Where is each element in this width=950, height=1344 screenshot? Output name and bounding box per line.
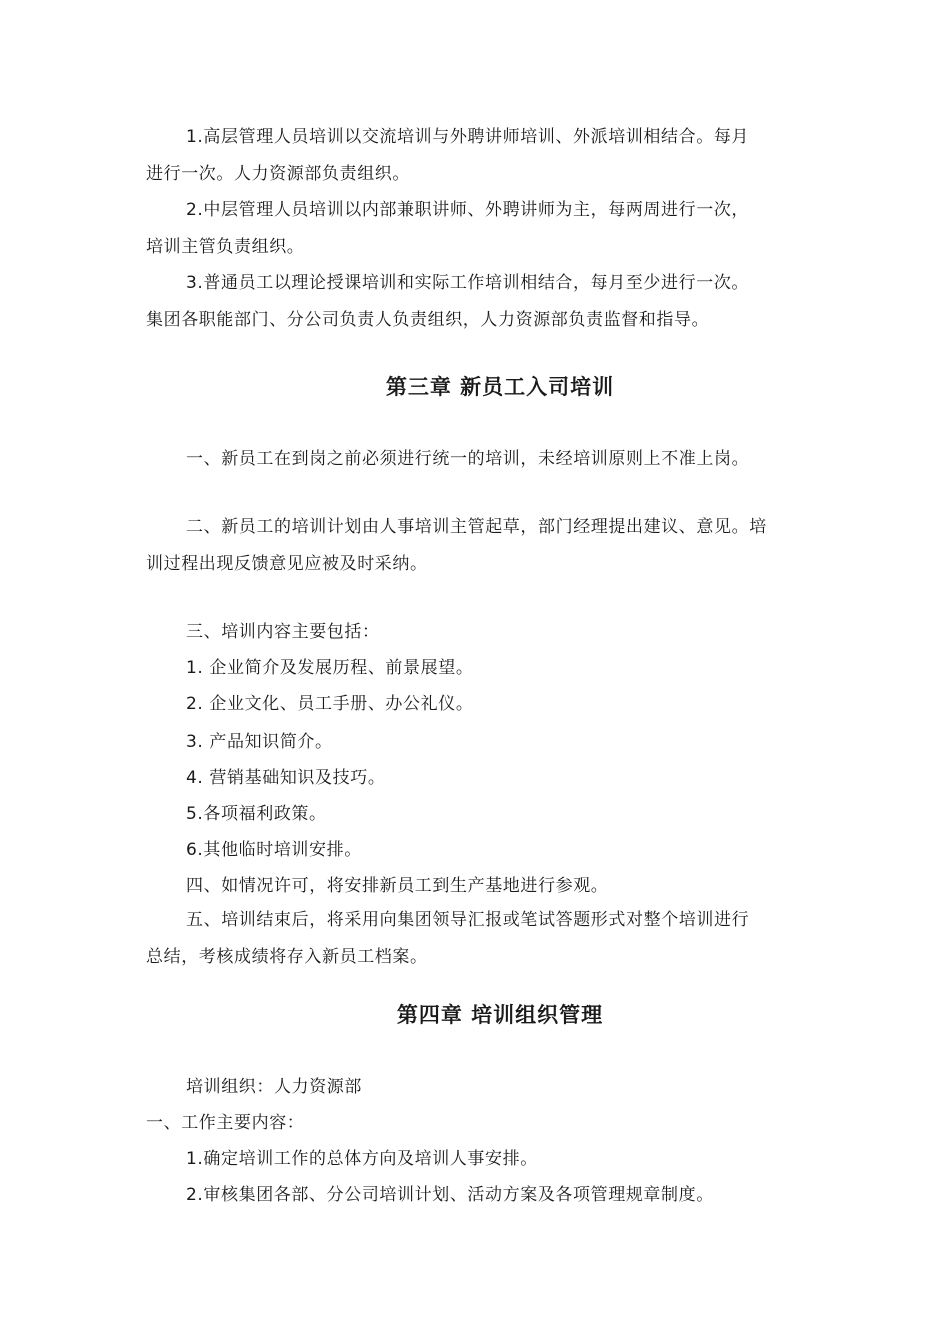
chapter3-item2-line1: 二、新员工的培训计划由人事培训主管起草，部门经理提出建议、意见。培 — [186, 517, 767, 537]
chapter3-item1: 一、新员工在到岗之前必须进行统一的培训，未经培训原则上不准上岗。 — [186, 449, 750, 469]
chapter3-title: 第三章 新员工入司培训 — [385, 375, 615, 399]
chapter3-item2-line2: 训过程出现反馈意见应被及时采纳。 — [146, 554, 428, 574]
training-organization: 培训组织：人力资源部 — [186, 1077, 362, 1097]
paragraph-middle-training-line2: 培训主管负责组织。 — [146, 237, 305, 257]
chapter3-item5-line1: 五、培训结束后，将采用向集团领导汇报或笔试答题形式对整个培训进行 — [186, 910, 750, 930]
work-content-heading: 一、工作主要内容： — [146, 1113, 305, 1133]
chapter4-title: 第四章 培训组织管理 — [396, 1003, 604, 1027]
content-list-item: 2. 企业文化、员工手册、办公礼仪。 — [186, 694, 474, 714]
content-list-item: 6.其他临时培训安排。 — [186, 840, 362, 860]
chapter3-item5-line2: 总结，考核成绩将存入新员工档案。 — [146, 947, 428, 967]
content-list-item: 4. 营销基础知识及技巧。 — [186, 768, 386, 788]
content-list-item: 5.各项福利政策。 — [186, 804, 327, 824]
content-list-item: 1. 企业简介及发展历程、前景展望。 — [186, 658, 474, 678]
paragraph-staff-training-line1: 3.普通员工以理论授课培训和实际工作培训相结合，每月至少进行一次。 — [186, 273, 750, 293]
chapter3-item3: 三、培训内容主要包括： — [186, 622, 380, 642]
chapter3-item4: 四、如情况许可，将安排新员工到生产基地进行参观。 — [186, 876, 609, 896]
paragraph-staff-training-line2: 集团各职能部门、分公司负责人负责组织，人力资源部负责监督和指导。 — [146, 310, 710, 330]
paragraph-middle-training-line1: 2.中层管理人员培训以内部兼职讲师、外聘讲师为主，每两周进行一次， — [186, 200, 750, 220]
work-list-item: 1.确定培训工作的总体方向及培训人事安排。 — [186, 1149, 538, 1169]
paragraph-senior-training-line2: 进行一次。人力资源部负责组织。 — [146, 164, 410, 184]
work-list-item: 2.审核集团各部、分公司培训计划、活动方案及各项管理规章制度。 — [186, 1185, 714, 1205]
paragraph-senior-training-line1: 1.高层管理人员培训以交流培训与外聘讲师培训、外派培训相结合。每月 — [186, 127, 750, 147]
content-list-item: 3. 产品知识简介。 — [186, 732, 333, 752]
